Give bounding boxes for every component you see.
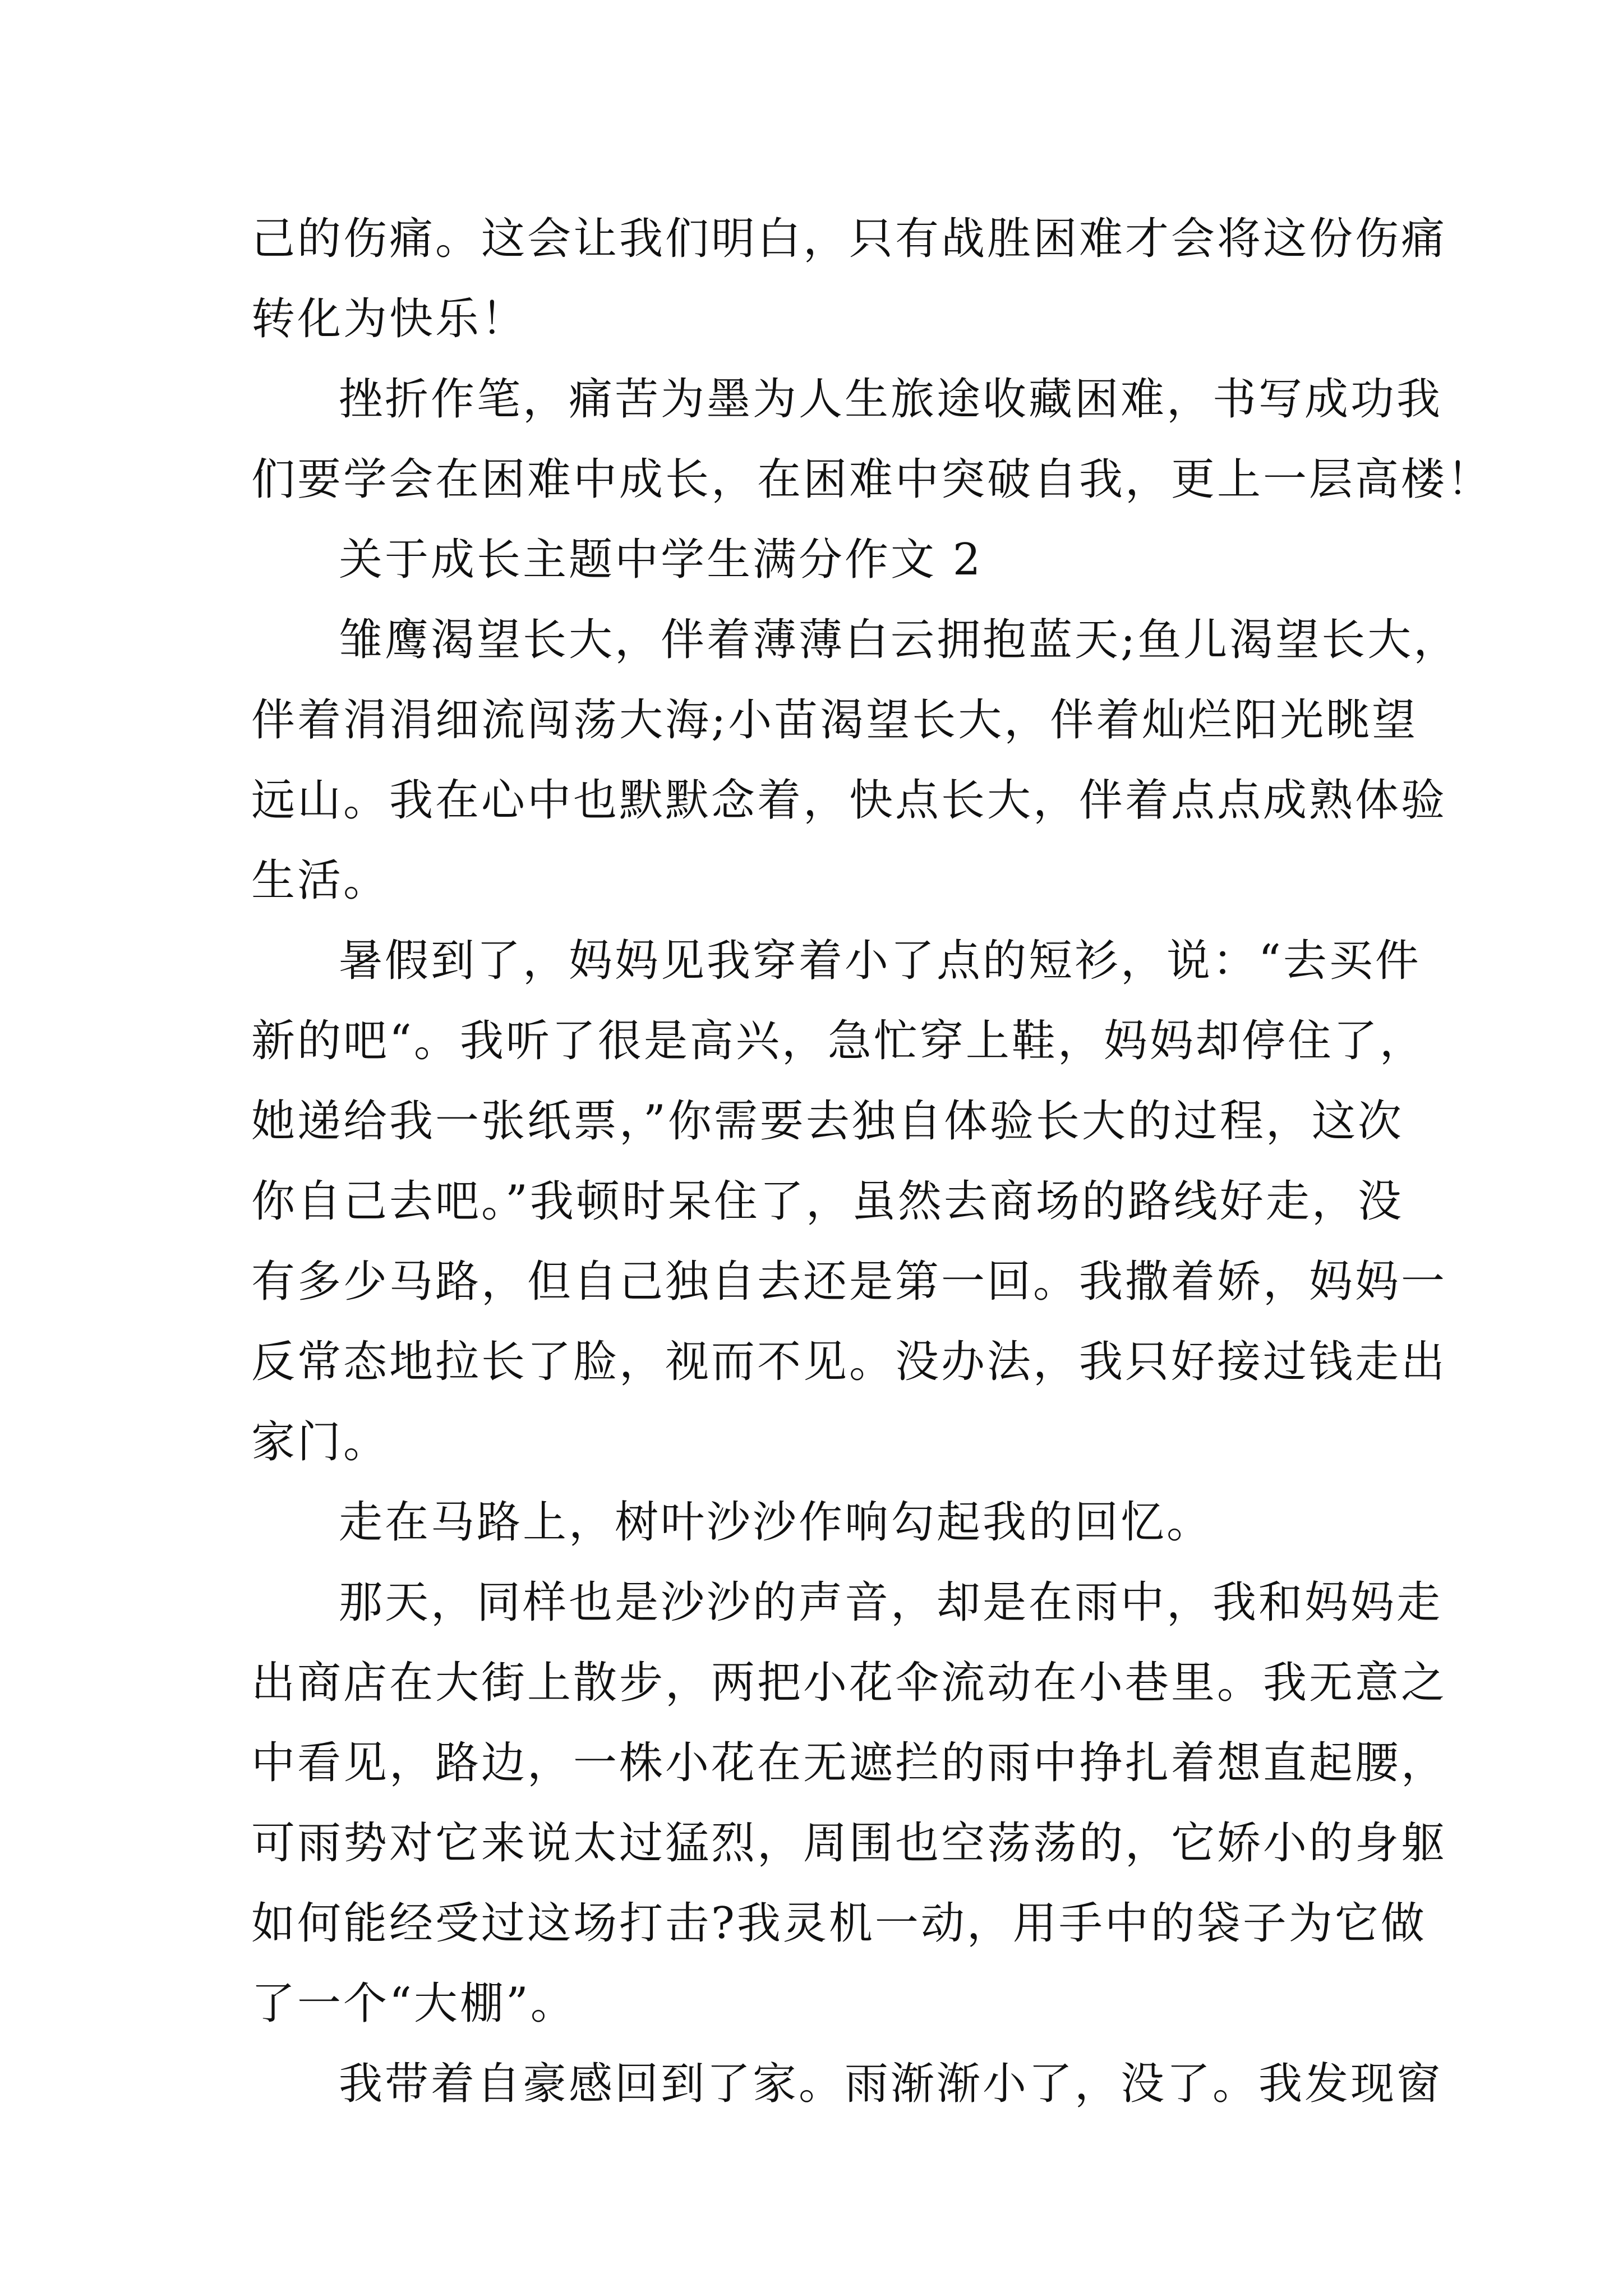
text-line: 可雨势对它来说太过猛烈，周围也空荡荡的，它娇小的身躯	[251, 1818, 1447, 1869]
text-line: 转化为快乐！	[251, 294, 528, 344]
text-line: 家门。	[251, 1417, 390, 1467]
text-line: 们要学会在困难中成长，在困难中突破自我，更上一层高楼！	[251, 454, 1493, 505]
section-heading: 关于成长主题中学生满分作文 2	[339, 535, 983, 585]
text-line: 新的吧“。我听了很是高兴，急忙穿上鞋，妈妈却停住了，	[251, 1016, 1426, 1066]
text-line: 出商店在大街上散步，两把小花伞流动在小巷里。我无意之	[251, 1658, 1447, 1708]
text-line: 你自己去吧。”我顿时呆住了，虽然去商场的路线好走，没	[251, 1176, 1404, 1227]
text-line: 伴着涓涓细流闯荡大海;小苗渴望长大，伴着灿烂阳光眺望	[251, 695, 1418, 746]
paragraph-start-line: 暑假到了，妈妈见我穿着小了点的短衫，说：“去买件	[339, 936, 1421, 986]
text-line: 了一个“大棚”。	[251, 1978, 577, 2029]
text-line: 远山。我在心中也默默念着，快点长大，伴着点点成熟体验	[251, 775, 1447, 826]
text-line: 她递给我一张纸票，”你需要去独自体验长大的过程，这次	[251, 1096, 1404, 1147]
paragraph-start-line: 我带着自豪感回到了家。雨渐渐小了，没了。我发现窗	[339, 2059, 1443, 2109]
text-line: 己的伤痛。这会让我们明白，只有战胜困难才会将这份伤痛	[251, 214, 1447, 264]
paragraph-start-line: 雏鹰渴望长大，伴着薄薄白云拥抱蓝天;鱼儿渴望长大，	[339, 615, 1460, 665]
text-line: 有多少马路，但自己独自去还是第一回。我撒着娇，妈妈一	[251, 1257, 1447, 1307]
paragraph-start-line: 挫折作笔，痛苦为墨为人生旅途收藏困难，书写成功我	[339, 374, 1443, 425]
text-line: 中看见，路边，一株小花在无遮拦的雨中挣扎着想直起腰，	[251, 1738, 1447, 1788]
text-line: 反常态地拉长了脸，视而不见。没办法，我只好接过钱走出	[251, 1337, 1447, 1387]
paragraph-start-line: 走在马路上，树叶沙沙作响勾起我的回忆。	[339, 1497, 1213, 1548]
text-line: 如何能经受过这场打击?我灵机一动，用手中的袋子为它做	[251, 1898, 1427, 1949]
paragraph-start-line: 那天，同样也是沙沙的声音，却是在雨中，我和妈妈走	[339, 1577, 1443, 1628]
text-line: 生活。	[251, 855, 390, 906]
document-body	[251, 199, 1493, 2124]
